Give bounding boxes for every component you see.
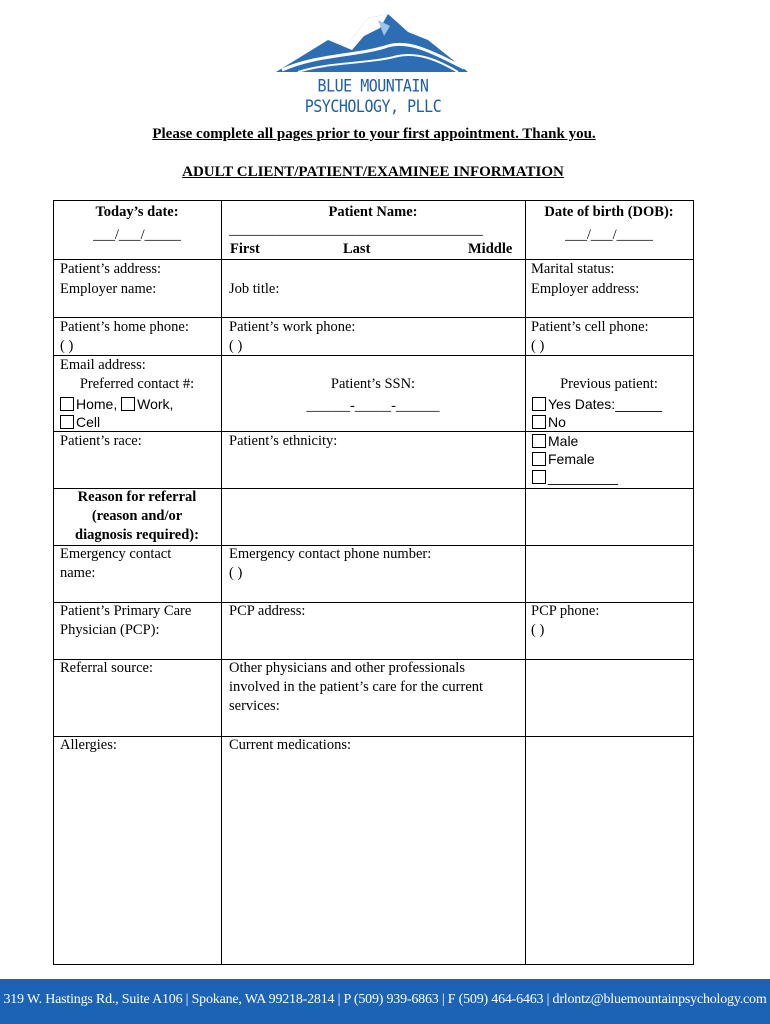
work-phone-label: Patient’s work phone: — [229, 319, 356, 335]
home-checkbox[interactable] — [60, 397, 74, 411]
yes-option — [532, 395, 662, 414]
instruction-text: Please complete all pages prior to your first appointment. Thank you. — [152, 126, 596, 142]
todays-date-field[interactable]: ___/___/_____ — [93, 227, 181, 243]
no-option — [532, 413, 566, 432]
logo-text: BLUE MOUNTAIN PSYCHOLOGY, PLLC — [304, 75, 442, 117]
footer-contact-text: 319 W. Hastings Rd., Suite A106 | Spokane, WA 99218-2814 | P (509) 939-6863 | F (509) 464-6463 | drlontz@bluemountainpsychology.com — [3, 992, 767, 1007]
work-phone-field[interactable]: ( ) — [229, 338, 243, 354]
patient-name-label: Patient Name: — [328, 204, 418, 220]
male-option-label: Male — [548, 433, 579, 449]
referral-reason-label-1: Reason for referral — [77, 489, 197, 505]
home-phone-field[interactable]: ( ) — [60, 338, 74, 354]
preferred-contact-label: Preferred contact #: — [79, 376, 195, 392]
home-option-label: Home, — [76, 396, 118, 412]
female-option-label: Female — [548, 451, 595, 467]
cell-phone-label: Patient’s cell phone: — [531, 319, 649, 335]
form-title: ADULT CLIENT/PATIENT/EXAMINEE INFORMATION — [182, 164, 564, 180]
row-divider — [53, 736, 694, 737]
ethnicity-label: Patient’s ethnicity: — [229, 433, 338, 449]
other-checkbox[interactable] — [532, 470, 546, 484]
table-border-left — [53, 200, 54, 965]
other-physicians-label-1: Other physicians and other professionals — [229, 660, 465, 676]
male-checkbox[interactable] — [532, 434, 546, 448]
emergency-phone-field[interactable]: ( ) — [229, 565, 243, 581]
intake-form-table — [53, 200, 694, 965]
cell-option-label: Cell — [76, 414, 101, 430]
pcp-phone-field[interactable]: ( ) — [531, 622, 545, 638]
mountain-icon — [268, 10, 478, 80]
patient-name-field[interactable]: ___________________________________ — [229, 222, 483, 238]
ssn-label: Patient’s SSN: — [330, 376, 416, 392]
yes-checkbox[interactable] — [532, 397, 546, 411]
medications-label: Current medications: — [229, 737, 352, 753]
work-option-label: Work, — [137, 396, 174, 412]
referral-reason-label-3: diagnosis required): — [75, 527, 199, 543]
male-option — [532, 432, 578, 451]
home-phone-label: Patient’s home phone: — [60, 319, 189, 335]
address-label: Patient’s address: — [60, 261, 162, 277]
ssn-field[interactable]: ______-_____-______ — [306, 398, 440, 414]
dob-field[interactable]: ___/___/_____ — [565, 227, 653, 243]
pcp-address-label: PCP address: — [229, 603, 306, 619]
referral-source-label: Referral source: — [60, 660, 153, 676]
emergency-contact-label-1: Emergency contact — [60, 546, 172, 562]
footer-bar — [0, 979, 770, 1024]
no-option-label: No — [548, 414, 566, 430]
emergency-contact-label-2: name: — [60, 565, 96, 581]
column-divider — [525, 200, 526, 965]
cell-option — [60, 413, 100, 432]
table-border-bottom — [53, 964, 694, 965]
employer-name-label: Employer name: — [60, 281, 157, 297]
other-physicians-label-3: services: — [229, 698, 280, 714]
employer-address-label: Employer address: — [531, 281, 640, 297]
dob-label: Date of birth (DOB): — [544, 204, 674, 220]
row-divider — [53, 355, 694, 356]
cell-checkbox[interactable] — [60, 415, 74, 429]
no-checkbox[interactable] — [532, 415, 546, 429]
email-label: Email address: — [60, 357, 146, 373]
pcp-phone-label: PCP phone: — [531, 603, 600, 619]
name-first-label: First — [230, 241, 260, 257]
todays-date-label: Today’s date: — [95, 204, 179, 220]
name-middle-label: Middle — [468, 241, 513, 257]
yes-option-label: Yes Dates:______ — [548, 396, 662, 412]
preferred-contact-options — [60, 395, 173, 414]
work-checkbox[interactable] — [121, 397, 135, 411]
race-label: Patient’s race: — [60, 433, 142, 449]
table-border-top — [53, 200, 694, 201]
name-last-label: Last — [343, 241, 371, 257]
other-option-blank: _________ — [548, 469, 619, 485]
job-title-label: Job title: — [229, 281, 280, 297]
row-divider — [53, 431, 694, 432]
marital-status-label: Marital status: — [531, 261, 615, 277]
referral-reason-label-2: (reason and/or — [91, 508, 183, 524]
other-physicians-label-2: involved in the patient’s care for the current — [229, 679, 484, 695]
previous-patient-label: Previous patient: — [560, 376, 658, 392]
other-gender-option — [532, 468, 618, 487]
cell-phone-field[interactable]: ( ) — [531, 338, 545, 354]
female-option — [532, 450, 595, 469]
emergency-phone-label: Emergency contact phone number: — [229, 546, 432, 562]
company-logo — [268, 10, 478, 117]
female-checkbox[interactable] — [532, 452, 546, 466]
column-divider — [221, 200, 222, 965]
pcp-label-1: Patient’s Primary Care — [60, 603, 192, 619]
table-border-right — [693, 200, 694, 965]
pcp-label-2: Physician (PCP): — [60, 622, 160, 638]
allergies-label: Allergies: — [60, 737, 117, 753]
